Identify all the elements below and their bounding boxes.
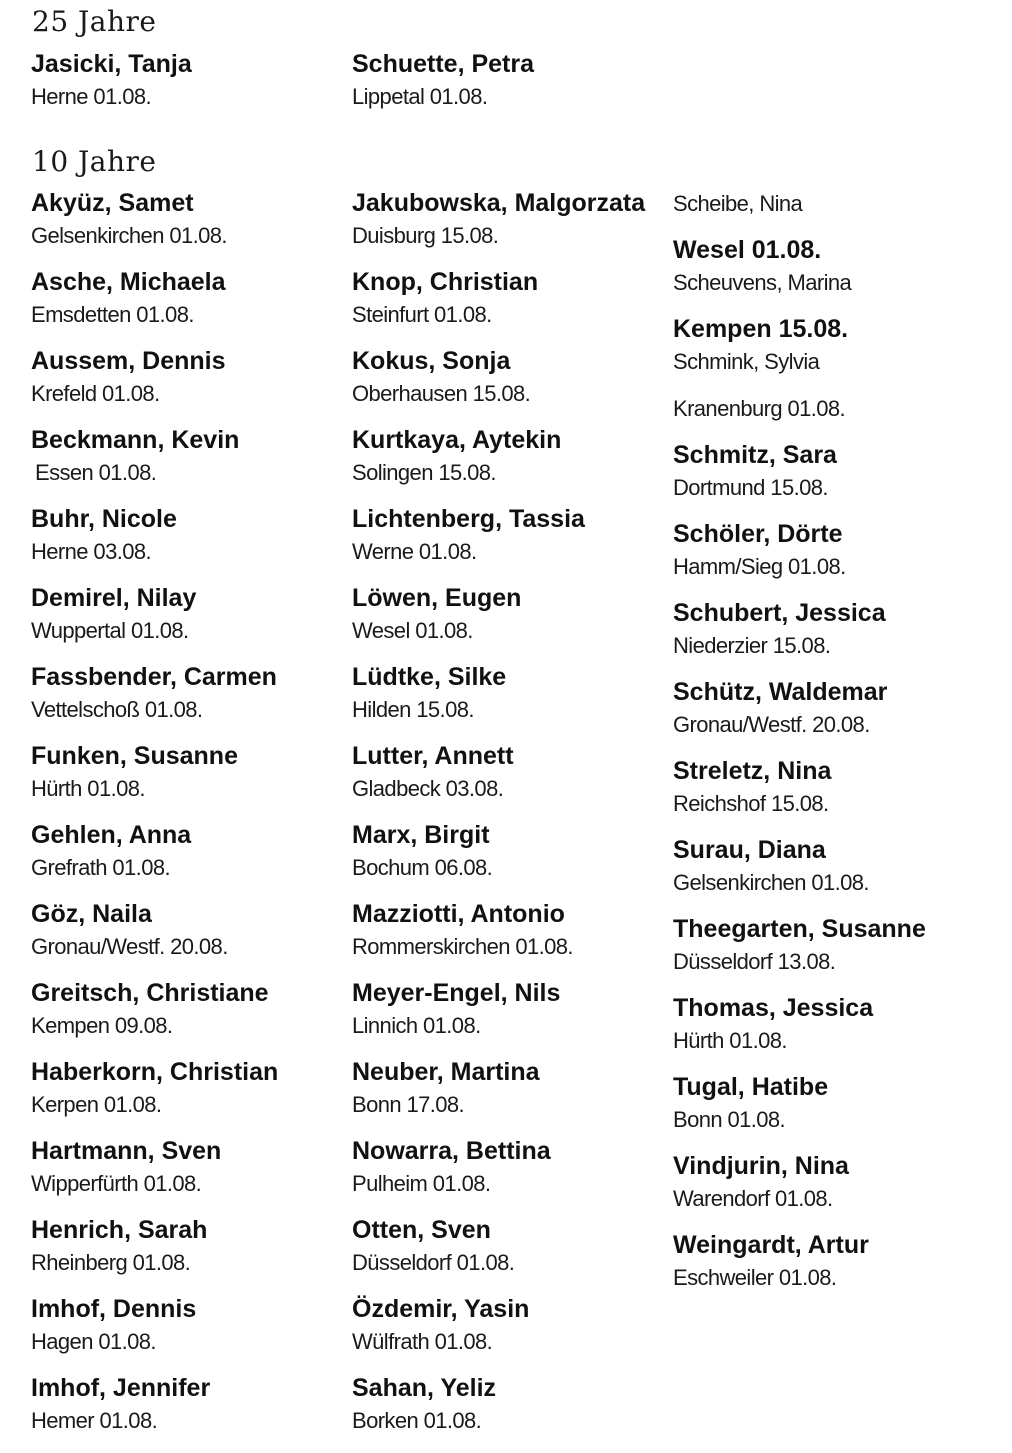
entry-name: Fassbender, Carmen xyxy=(31,663,277,691)
entry-place-date: Grefrath 01.08. xyxy=(31,855,170,880)
entry-place-date: Pulheim 01.08. xyxy=(352,1171,491,1196)
entry-name: Haberkorn, Christian xyxy=(31,1058,279,1086)
entry-line: Weingardt, Artur xyxy=(673,1231,869,1259)
entry-place-date: Rheinberg 01.08. xyxy=(31,1250,191,1275)
entry-name: Otten, Sven xyxy=(352,1216,491,1244)
entry-line: Eschweiler 01.08. xyxy=(673,1265,837,1290)
entry-place-date: Oberhausen 15.08. xyxy=(352,381,531,406)
entry-name: Beckmann, Kevin xyxy=(31,426,240,454)
entry-place-date: Wesel 01.08. xyxy=(352,618,473,643)
entry-line: Tugal, Hatibe xyxy=(673,1073,829,1101)
entry-line: Bonn 01.08. xyxy=(673,1107,786,1132)
entry-name: Knop, Christian xyxy=(352,268,539,296)
entry-line: Reichshof 15.08. xyxy=(673,791,829,816)
entry-place-date: Herne 01.08. xyxy=(31,84,151,109)
entry-line: Streletz, Nina xyxy=(673,757,832,785)
entry-place-date: Kerpen 01.08. xyxy=(31,1092,162,1117)
entry-name: Sahan, Yeliz xyxy=(352,1374,497,1402)
entry-place-date: Werne 01.08. xyxy=(352,539,477,564)
entry-name: Lichtenberg, Tassia xyxy=(352,505,585,533)
entry-name: Kokus, Sonja xyxy=(352,347,511,375)
entry-name: Jakubowska, Malgorzata xyxy=(352,189,646,217)
entry-line: Theegarten, Susanne xyxy=(673,915,926,943)
entry-name: Nowarra, Bettina xyxy=(352,1137,551,1165)
entry-place-date: Düsseldorf 01.08. xyxy=(352,1250,515,1275)
entry-name: Marx, Birgit xyxy=(352,821,490,849)
entry-line: Schöler, Dörte xyxy=(673,520,843,548)
entry-place-date: Steinfurt 01.08. xyxy=(352,302,492,327)
entry-name: Imhof, Dennis xyxy=(31,1295,197,1323)
entry-place-date: Bochum 06.08. xyxy=(352,855,493,880)
entry-place-date: Rommerskirchen 01.08. xyxy=(352,934,573,959)
entry-name: Kurtkaya, Aytekin xyxy=(352,426,562,454)
entry-name: Henrich, Sarah xyxy=(31,1216,208,1244)
entry-line: Kranenburg 01.08. xyxy=(673,396,846,421)
entry-place-date: Gelsenkirchen 01.08. xyxy=(31,223,227,248)
entry-place-date: Wuppertal 01.08. xyxy=(31,618,189,643)
entry-place-date: Hilden 15.08. xyxy=(352,697,474,722)
entry-place-date: Duisburg 15.08. xyxy=(352,223,499,248)
entry-line: Warendorf 01.08. xyxy=(673,1186,833,1211)
entry-name: Gehlen, Anna xyxy=(31,821,192,849)
entry-name: Lutter, Annett xyxy=(352,742,514,770)
entry-place-date: Solingen 15.08. xyxy=(352,460,496,485)
entry-line: Scheibe, Nina xyxy=(673,191,803,216)
entry-name: Imhof, Jennifer xyxy=(31,1374,211,1402)
entry-line: Dortmund 15.08. xyxy=(673,475,828,500)
entry-line: Surau, Diana xyxy=(673,836,826,864)
entry-name: Löwen, Eugen xyxy=(352,584,522,612)
entry-place-date: Lippetal 01.08. xyxy=(352,84,488,109)
entry-line: Thomas, Jessica xyxy=(673,994,874,1022)
entry-line: Vindjurin, Nina xyxy=(673,1152,849,1180)
entry-line: Wesel 01.08. xyxy=(673,236,822,264)
entry-line: Gelsenkirchen 01.08. xyxy=(673,870,869,895)
entry-place-date: Linnich 01.08. xyxy=(352,1013,481,1038)
entry-place-date: Krefeld 01.08. xyxy=(31,381,160,406)
entry-place-date: Vettelschoß 01.08. xyxy=(31,697,203,722)
entry-name: Aussem, Dennis xyxy=(31,347,226,375)
entry-name: Neuber, Martina xyxy=(352,1058,540,1086)
entry-line: Düsseldorf 13.08. xyxy=(673,949,836,974)
entry-place-date: Kempen 09.08. xyxy=(31,1013,173,1038)
entry-place-date: Gronau/Westf. 20.08. xyxy=(31,934,228,959)
entry-name: Akyüz, Samet xyxy=(31,189,194,217)
entry-place-date: Emsdetten 01.08. xyxy=(31,302,194,327)
entry-place-date: Herne 03.08. xyxy=(31,539,151,564)
entry-place-date: Borken 01.08. xyxy=(352,1408,482,1433)
entry-name: Özdemir, Yasin xyxy=(352,1295,530,1323)
entry-name: Hartmann, Sven xyxy=(31,1137,222,1165)
entry-place-date: Hagen 01.08. xyxy=(31,1329,156,1354)
section-heading-10-jahre: 10 Jahre xyxy=(32,145,157,178)
entry-line: Schütz, Waldemar xyxy=(673,678,888,706)
entry-place-date: Gladbeck 03.08. xyxy=(352,776,504,801)
entry-place-date: Hemer 01.08. xyxy=(31,1408,158,1433)
entry-line: Schmink, Sylvia xyxy=(673,349,820,374)
entry-line: Hamm/Sieg 01.08. xyxy=(673,554,846,579)
entry-line: Schubert, Jessica xyxy=(673,599,886,627)
entry-name: Buhr, Nicole xyxy=(31,505,177,533)
entry-name: Schuette, Petra xyxy=(352,50,535,78)
entry-line: Niederzier 15.08. xyxy=(673,633,831,658)
entry-place-date: Bonn 17.08. xyxy=(352,1092,465,1117)
entry-name: Jasicki, Tanja xyxy=(31,50,192,78)
entry-line: Gronau/Westf. 20.08. xyxy=(673,712,870,737)
entry-name: Mazziotti, Antonio xyxy=(352,900,565,928)
entry-name: Demirel, Nilay xyxy=(31,584,197,612)
entry-place-date: Wülfrath 01.08. xyxy=(352,1329,493,1354)
entry-line: Kempen 15.08. xyxy=(673,315,849,343)
entry-line: Hürth 01.08. xyxy=(673,1028,787,1053)
entry-name: Göz, Naila xyxy=(31,900,152,928)
entry-line: Schmitz, Sara xyxy=(673,441,837,469)
entry-line: Scheuvens, Marina xyxy=(673,270,852,295)
entry-place-date: Essen 01.08. xyxy=(35,460,157,485)
entry-place-date: Hürth 01.08. xyxy=(31,776,145,801)
section-heading-25-jahre: 25 Jahre xyxy=(32,5,157,38)
entry-name: Meyer-Engel, Nils xyxy=(352,979,561,1007)
entry-name: Greitsch, Christiane xyxy=(31,979,269,1007)
entry-name: Lüdtke, Silke xyxy=(352,663,507,691)
entry-name: Funken, Susanne xyxy=(31,742,238,770)
entry-name: Asche, Michaela xyxy=(31,268,226,296)
entry-place-date: Wipperfürth 01.08. xyxy=(31,1171,202,1196)
